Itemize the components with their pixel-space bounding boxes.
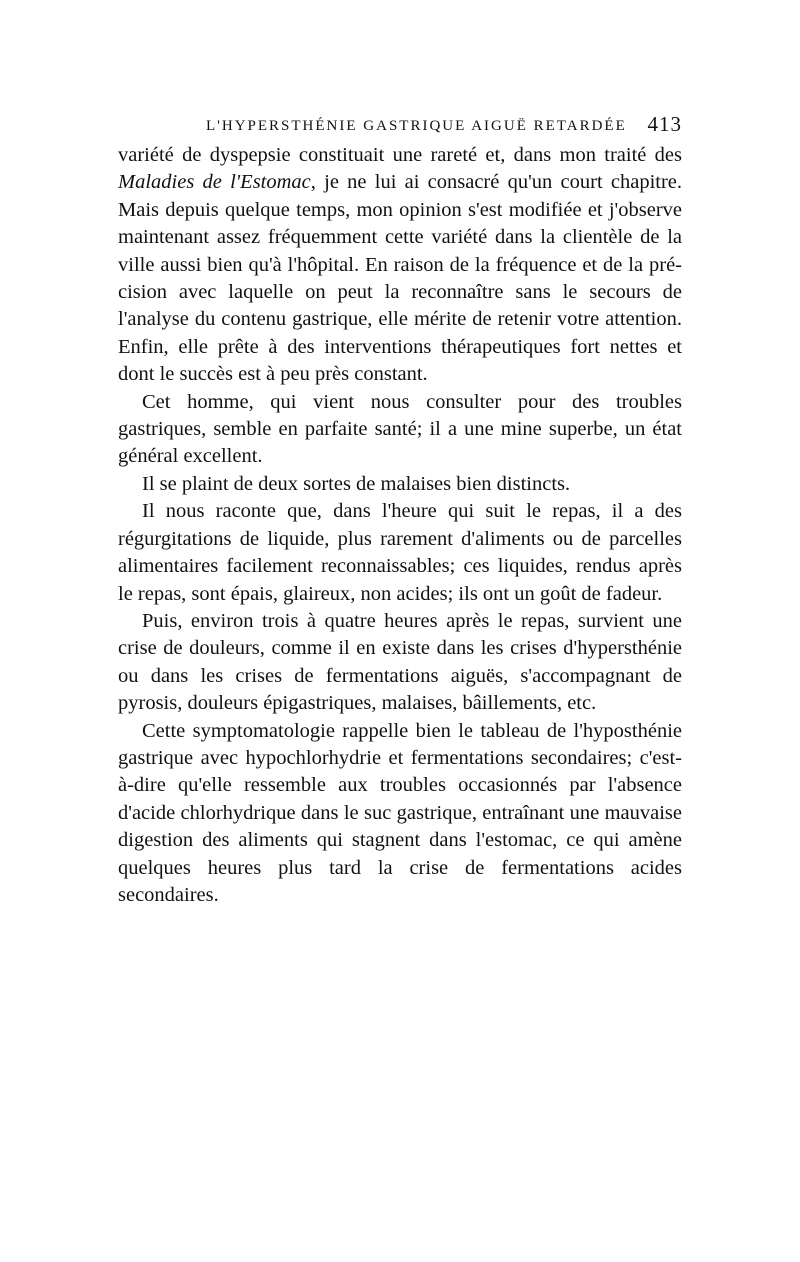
paragraph-1 bbox=[118, 142, 682, 389]
body-text bbox=[118, 142, 682, 909]
paragraph-3: Il se plaint de deux sortes de malaises bien distincts. bbox=[142, 472, 571, 495]
paragraph-5: Puis, environ trois à quatre heures après le repas, survient une crise de douleurs, comme il en existe dans les crises d'hypersthénie ou dans les crises de fermentations aiguës, s'accompagnant de pyrosis, douleurs épigastriques, malaises, bâillements, etc. bbox=[118, 609, 682, 715]
running-title: L'HYPERSTHÉNIE GASTRIQUE AIGUË RETARDÉE bbox=[206, 118, 627, 134]
book-title-citation: Maladies de l'Estomac bbox=[118, 171, 311, 194]
page-number: 413 bbox=[647, 112, 682, 136]
paragraph-1-text-start: variété de dyspepsie constituait une rareté et, dans mon traité des bbox=[118, 144, 682, 166]
paragraph-2: Cet homme, qui vient nous consulter pour des troubles gastriques, semble en parfaite santé; il a une mine superbe, un état général excellent. bbox=[118, 390, 682, 468]
paragraph-1-text-end: , je ne lui ai consacré qu'un court chapitre. Mais depuis quelque temps, mon opinion s'est modifiée et j'observe maintenant assez fréquemment cette variété dans la clientèle de la ville aussi bien qu'à l'hôpital. En raison de la fréquence et de la précision avec laquelle on peut la reconnaître sans le secours de l'analyse du contenu gastrique, elle mérite de retenir votre attention. Enfin, elle prête à des interventions thérapeutiques fort nettes et dont le succès est à peu près constant. bbox=[118, 171, 683, 386]
book-page bbox=[118, 112, 682, 909]
running-head bbox=[118, 112, 682, 142]
paragraph-6: Cette symptomatologie rappelle bien le tableau de l'hyposthénie gastrique avec hypochlorhydrie et fermentations secondaires; c'est-à-dire qu'elle ressemble aux troubles occasionnés par l'absence d'acide chlorhydrique dans le suc gastrique, entraînant une mauvaise digestion des aliments qui stagnent dans l'estomac, ce qui amène quelques heures plus tard la crise de fermentations acides secondaires. bbox=[118, 719, 682, 906]
paragraph-4: Il nous raconte que, dans l'heure qui suit le repas, il a des régurgitations de liquide, plus rarement d'aliments ou de parcelles alimentaires facilement reconnaissables; ces liquides, rendus après le repas, sont épais, glaireux, non acides; ils ont un goût de fadeur. bbox=[118, 500, 682, 605]
